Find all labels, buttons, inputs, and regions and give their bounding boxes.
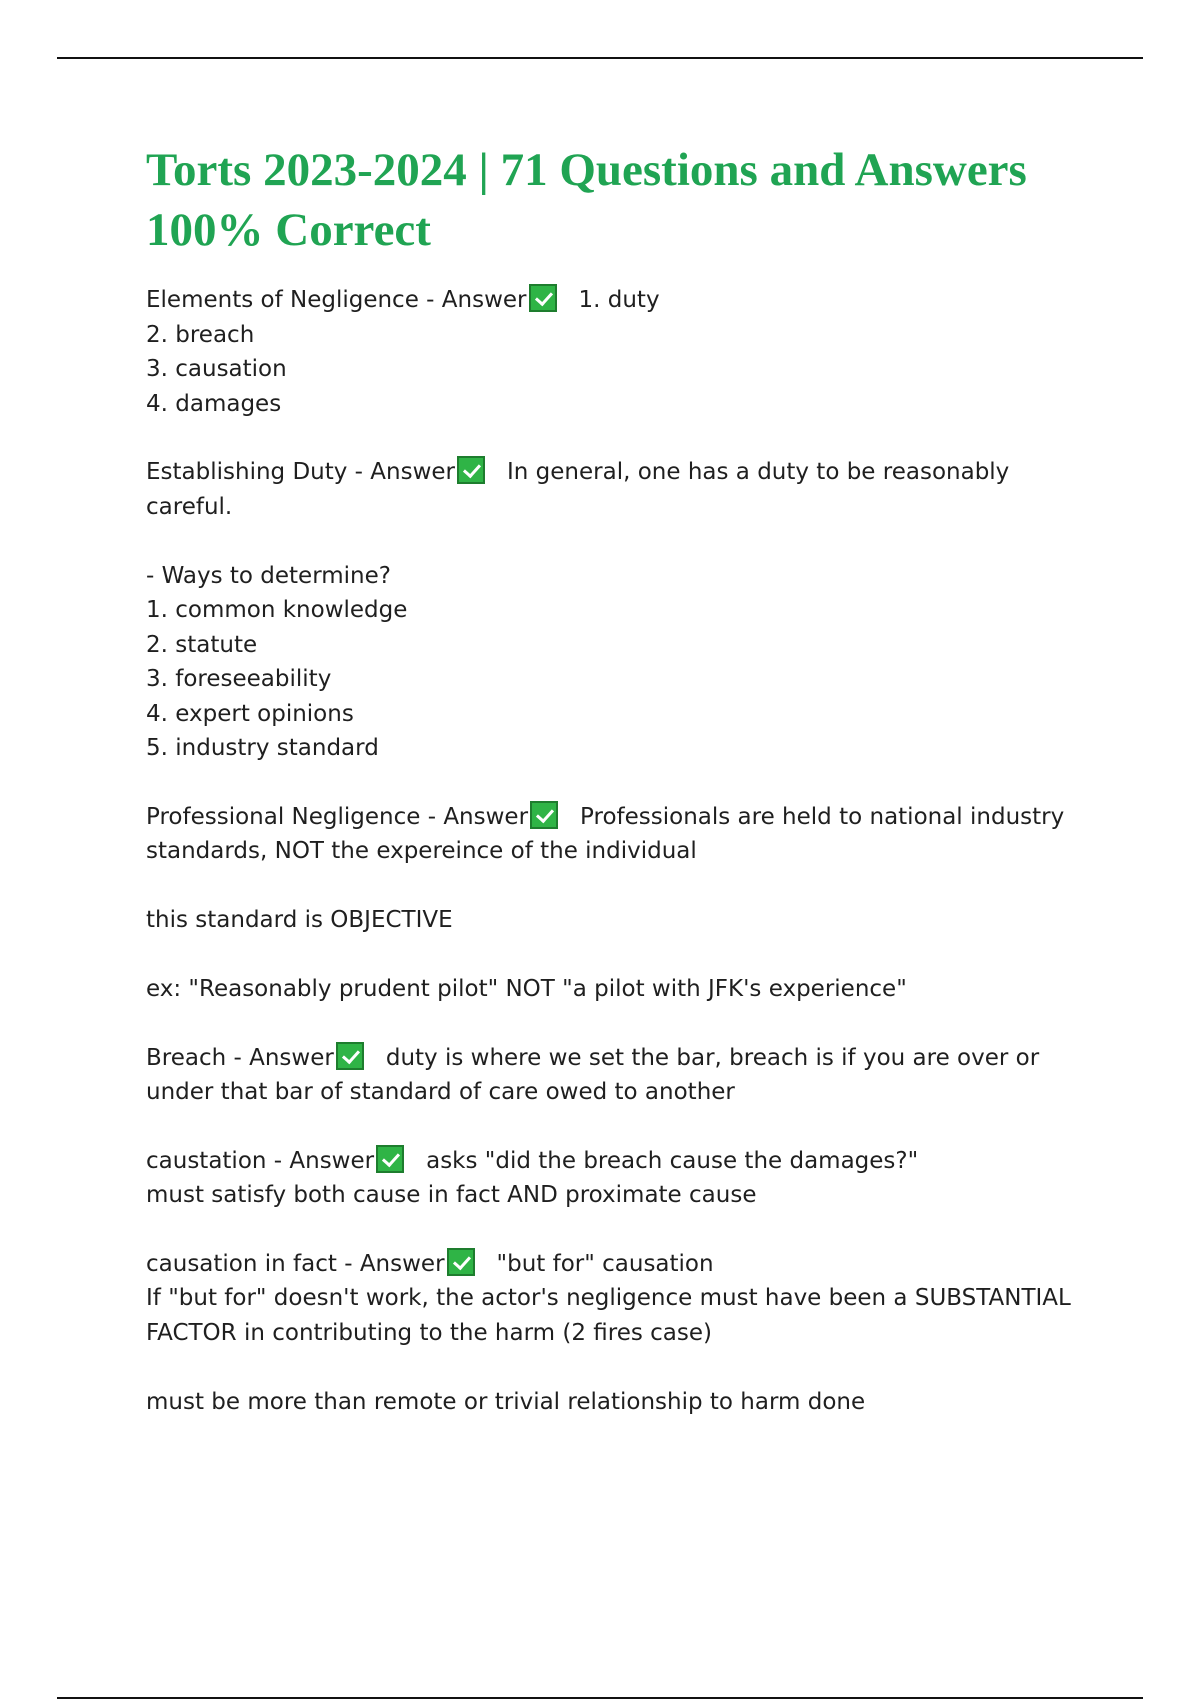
qa-answer-line xyxy=(146,524,1086,559)
qa-first-line xyxy=(146,1041,1086,1076)
qa-term: causation in fact - Answer xyxy=(146,1250,445,1277)
qa-answer-start: "but for" causation xyxy=(496,1250,714,1277)
document-title xyxy=(146,140,1086,260)
qa-answer-line: must be more than remote or trivial relationship to harm done xyxy=(146,1388,866,1415)
qa-entry xyxy=(146,283,1086,421)
title-line-2: 100% Correct xyxy=(146,204,431,256)
qa-entry xyxy=(146,1144,1086,1213)
qa-answer-line: 1. common knowledge xyxy=(146,597,408,623)
qa-answer-line: standards, NOT the expereince of the individual xyxy=(146,838,697,864)
entry-spacer xyxy=(146,1110,1086,1144)
qa-answer-start: asks "did the breach cause the damages?" xyxy=(426,1147,919,1174)
qa-answer-line xyxy=(146,869,1086,904)
qa-answer-line: 3. causation xyxy=(146,356,287,382)
qa-answer-line: - Ways to determine? xyxy=(146,562,391,589)
check-mark-icon xyxy=(336,1042,364,1070)
qa-answer-line: 4. expert opinions xyxy=(146,700,354,727)
check-mark-icon xyxy=(376,1145,404,1173)
qa-answer-line: 2. statute xyxy=(146,631,258,658)
entry-spacer xyxy=(146,1213,1086,1247)
qa-answer-start: Professionals are held to national industry xyxy=(580,803,1065,830)
qa-term: Elements of Negligence - Answer xyxy=(146,287,527,313)
qa-term: Breach - Answer xyxy=(146,1044,334,1071)
qa-answer-line: 5. industry standard xyxy=(146,735,379,761)
qa-entry xyxy=(146,1041,1086,1110)
title-line-1: Torts 2023-2024 | 71 Questions and Answers xyxy=(146,144,1027,196)
qa-first-line xyxy=(146,283,1086,318)
qa-term: Professional Negligence - Answer xyxy=(146,803,529,830)
check-mark-icon xyxy=(457,456,485,484)
document-page xyxy=(146,140,1086,1419)
qa-list xyxy=(146,283,1086,1419)
check-mark-icon xyxy=(530,801,558,829)
header-rule xyxy=(57,57,1143,59)
qa-first-line xyxy=(146,800,1086,835)
qa-answer-line: must satisfy both cause in fact AND proximate cause xyxy=(146,1182,757,1208)
qa-term: caustation - Answer xyxy=(146,1147,375,1174)
check-mark-icon xyxy=(529,284,557,312)
qa-first-line xyxy=(146,1144,1086,1179)
entry-spacer xyxy=(146,1007,1086,1041)
qa-answer-line: If "but for" doesn't work, the actor's negligence must have been a SUBSTANTIAL xyxy=(146,1285,1071,1311)
qa-answer-line: this standard is OBJECTIVE xyxy=(146,907,453,933)
qa-first-line xyxy=(146,455,1086,490)
qa-answer-line: 4. damages xyxy=(146,390,282,417)
qa-answer-line xyxy=(146,1350,1086,1385)
qa-answer-line: ex: "Reasonably prudent pilot" NOT "a pilot with JFK's experience" xyxy=(146,976,907,1002)
qa-answer-line: FACTOR in contributing to the harm (2 fires case) xyxy=(146,1319,713,1346)
entry-spacer xyxy=(146,421,1086,455)
qa-entry xyxy=(146,1247,1086,1420)
qa-term: Establishing Duty - Answer xyxy=(146,459,455,485)
qa-answer-line xyxy=(146,938,1086,973)
qa-answer-line: under that bar of standard of care owed to another xyxy=(146,1079,735,1105)
qa-answer-line: 2. breach xyxy=(146,321,255,348)
footer-rule xyxy=(57,1697,1143,1699)
qa-answer-line: 3. foreseeability xyxy=(146,666,332,692)
entry-spacer xyxy=(146,766,1086,800)
qa-entry xyxy=(146,800,1086,1007)
qa-answer-start: In general, one has a duty to be reasonably xyxy=(507,459,1010,485)
qa-answer-start: duty is where we set the bar, breach is if you are over or xyxy=(385,1044,1040,1071)
qa-entry xyxy=(146,455,1086,766)
qa-answer-start: 1. duty xyxy=(578,287,660,313)
qa-first-line xyxy=(146,1247,1086,1282)
qa-answer-line: careful. xyxy=(146,493,233,520)
check-mark-icon xyxy=(447,1248,475,1276)
